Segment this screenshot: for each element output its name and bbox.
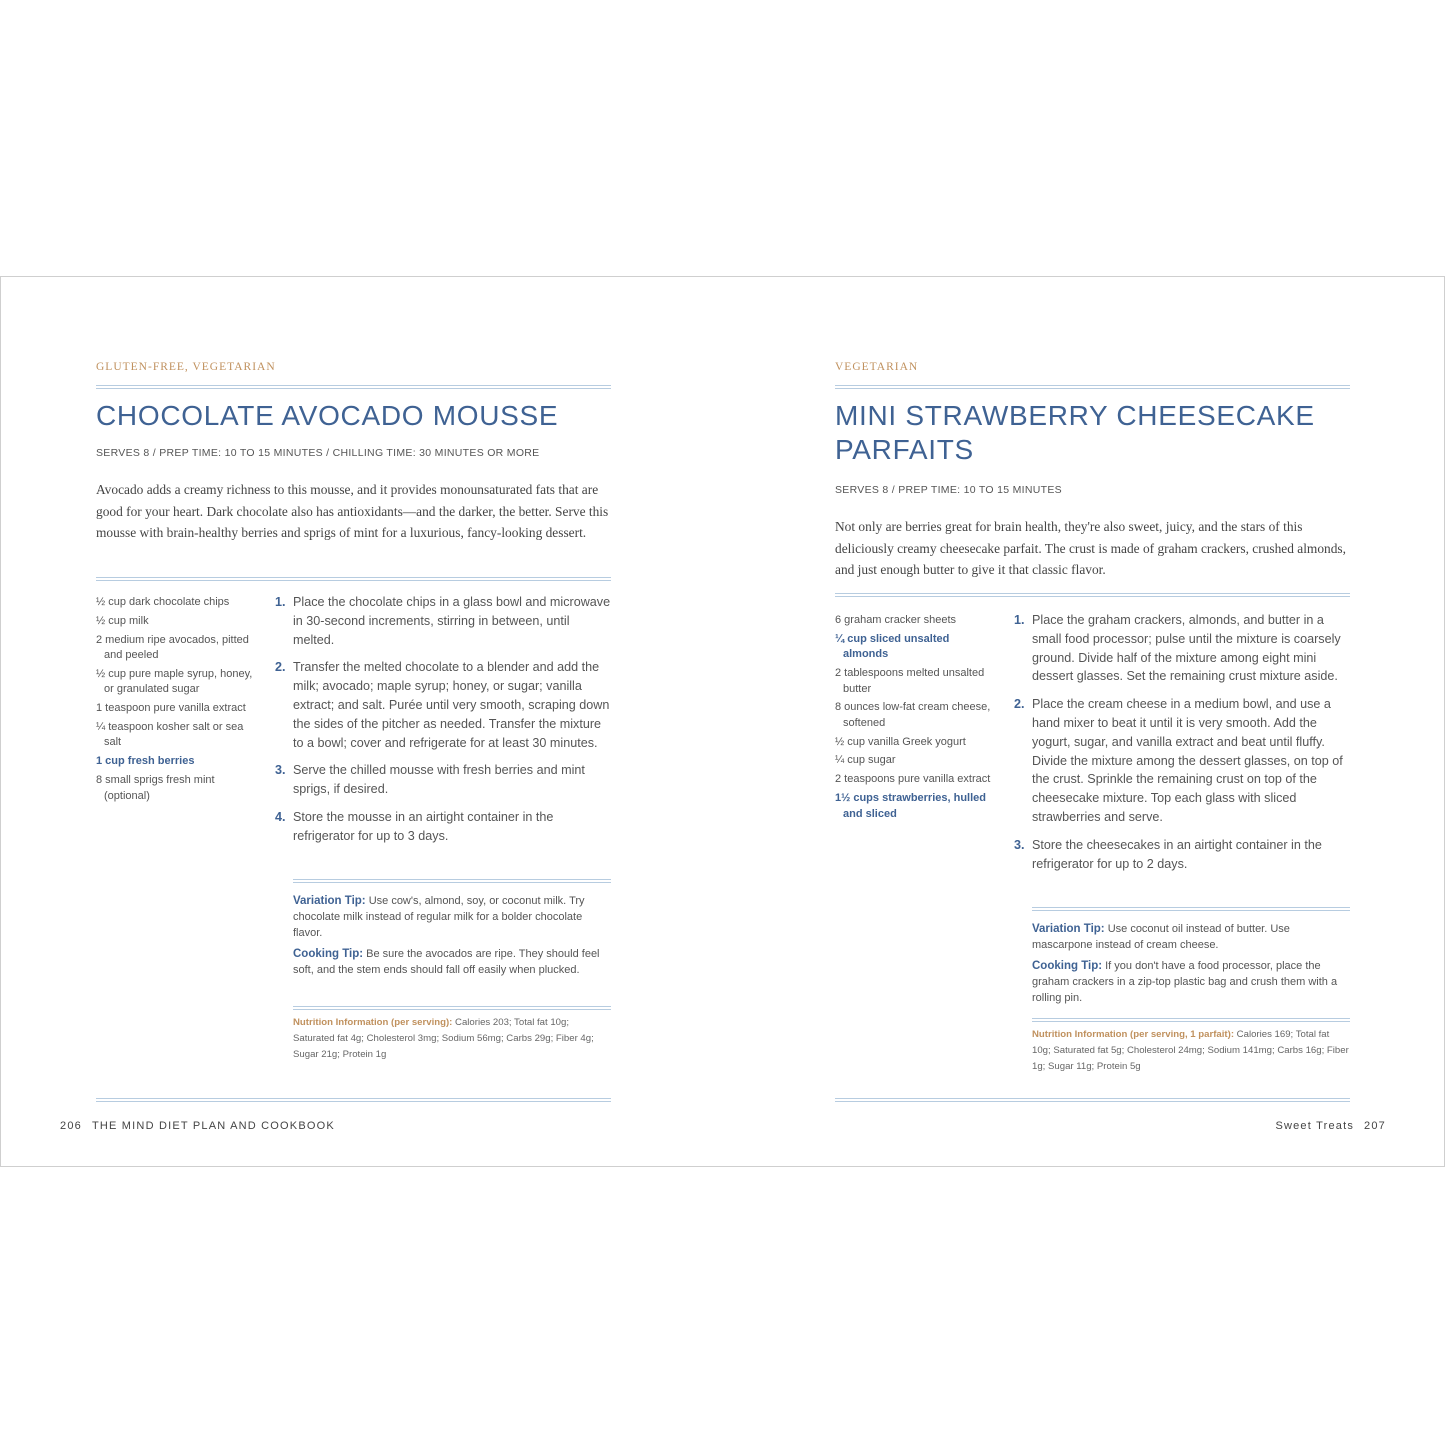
ingredient-highlight: 1½ cups strawberries, hulled and sliced <box>835 792 987 820</box>
page-number: 206 <box>60 1120 82 1132</box>
left-page <box>96 277 611 1166</box>
footer-left <box>60 1120 335 1132</box>
ingredient-list <box>96 595 256 807</box>
rule <box>96 577 611 581</box>
ingredient: ½ cup vanilla Greek yogurt <box>835 735 966 748</box>
step-number: 2. <box>275 660 286 675</box>
step <box>1014 611 1350 686</box>
ingredient: ¼ cup sugar <box>835 754 896 767</box>
rule <box>835 385 1350 389</box>
step-list <box>1014 611 1350 882</box>
book-title: THE MIND DIET PLAN AND COOKBOOK <box>91 1120 335 1132</box>
step-number: 3. <box>275 763 286 778</box>
serves-info: SERVES 8 / PREP TIME: 10 TO 15 MINUTES <box>835 484 1062 496</box>
rule <box>96 385 611 389</box>
right-page <box>835 277 1350 1166</box>
variation-tip-text: Use cow's, almond, soy, or coconut milk. Try chocolate milk instead of regular milk for a bolder chocolate flavor. <box>293 895 585 939</box>
rule <box>1032 1018 1350 1022</box>
step-list <box>275 593 611 855</box>
step <box>1014 695 1350 827</box>
step-number: 3. <box>1014 837 1025 852</box>
step <box>275 658 611 752</box>
tips-box <box>1032 921 1350 1011</box>
step-text: Store the mousse in an airtight container in the refrigerator for up to 3 days. <box>293 809 554 843</box>
step-number: 4. <box>275 809 286 824</box>
rule <box>835 1098 1350 1102</box>
step <box>275 761 611 799</box>
page-number: 207 <box>1364 1120 1386 1132</box>
ingredient: 2 medium ripe avocados, pitted and peeled <box>96 633 249 662</box>
rule <box>835 593 1350 597</box>
step-number: 1. <box>275 595 286 609</box>
ingredient: 8 small sprigs fresh mint (optional) <box>96 774 215 802</box>
step <box>275 593 611 649</box>
book-spread <box>0 276 1445 1167</box>
ingredient: 2 teaspoons pure vanilla extract <box>835 773 991 786</box>
ingredient-highlight: 1 cup fresh berries <box>96 755 195 768</box>
ingredient: ¼ teaspoon kosher salt or sea salt <box>96 720 244 749</box>
variation-tip <box>1032 921 1350 953</box>
nutrition-text: Calories 169; Total fat 10g; Saturated fat 5g; Cholesterol 24mg; Sodium 141mg; Carbs 16g; Fiber 1g; Sugar 11g; Protein 5g <box>1032 1029 1349 1072</box>
rule <box>293 879 611 883</box>
step-text: Serve the chilled mousse with fresh berries and mint sprigs, if desired. <box>293 763 585 797</box>
step-number: 2. <box>1014 697 1025 712</box>
ingredient: ½ cup milk <box>96 614 149 627</box>
recipe-category: VEGETARIAN <box>835 361 919 373</box>
rule <box>1032 907 1350 911</box>
recipe-title: MINI STRAWBERRY CHEESECAKE PARFAITS <box>835 400 1315 465</box>
variation-tip-label: Variation Tip: <box>1032 923 1105 935</box>
nutrition-label: Nutrition Information (per serving, 1 parfait): <box>1032 1029 1235 1040</box>
recipe-title: CHOCOLATE AVOCADO MOUSSE <box>96 400 559 431</box>
ingredient: ½ cup pure maple syrup, honey, or granulated sugar <box>96 667 253 696</box>
tips-box <box>293 893 611 983</box>
variation-tip-text: Use coconut oil instead of butter. Use mascarpone instead of cream cheese. <box>1032 923 1290 951</box>
cooking-tip <box>1032 958 1350 1006</box>
section-title: Sweet Treats <box>1275 1120 1355 1132</box>
recipe-intro: Not only are berries great for brain health, they're also sweet, juicy, and the stars of this deliciously creamy cheesecake parfait. The crust is made of graham crackers, crushed almonds, and just enough butter to give it that classic flavor. <box>835 519 1346 577</box>
step <box>1014 836 1350 874</box>
variation-tip <box>293 893 611 941</box>
ingredient-list <box>835 613 995 825</box>
step-text: Place the cream cheese in a medium bowl, and use a hand mixer to beat it until it is very smooth. Add the yogurt, sugar, and vanilla extract and beat until fluffy. Divide the mixture among the dessert glasses, on top of the crust. Sprinkle the remaining crust on top of the cheesecake mixture. Top each glass with sliced strawberries and serve. <box>1032 697 1343 824</box>
ingredient: 1 teaspoon pure vanilla extract <box>96 702 246 715</box>
step-number: 1. <box>1014 613 1025 627</box>
rule <box>293 1006 611 1010</box>
cooking-tip-text: Be sure the avocados are ripe. They should feel soft, and the stem ends should fall off easily when plucked. <box>293 948 600 976</box>
recipe-intro: Avocado adds a creamy richness to this mousse, and it provides monounsaturated fats that are good for your heart. Dark chocolate also has antioxidants—and the darker, the better. Serve this mousse with brain-healthy berries and sprigs of mint for a luxurious, fancy-looking dessert. <box>96 482 609 540</box>
step-text: Transfer the melted chocolate to a blender and add the milk; avocado; maple syrup; honey, or sugar; vanilla extract; and salt. Purée until very smooth, scraping down the sides of the pitcher as needed. Transfer the mixture to a bowl; cover and refrigerate for at least 30 minutes. <box>293 660 610 750</box>
step-text: Place the chocolate chips in a glass bowl and microwave in 30-second increments, stirring in between, until melted. <box>293 595 611 647</box>
step-text: Place the graham crackers, almonds, and butter in a small food processor; pulse until the mixture is coarsely ground. Divide half of the mixture among eight mini dessert glasses. Set the remaining crust mixture aside. <box>1032 613 1341 684</box>
nutrition-label: Nutrition Information (per serving): <box>293 1017 453 1028</box>
step-text: Store the cheesecakes in an airtight container in the refrigerator for up to 2 days. <box>1032 837 1322 871</box>
cooking-tip <box>293 946 611 978</box>
nutrition-info <box>1032 1027 1350 1075</box>
step <box>275 808 611 846</box>
nutrition-info <box>293 1015 611 1063</box>
ingredient: 8 ounces low-fat cream cheese, softened <box>835 701 991 729</box>
ingredient: ½ cup dark chocolate chips <box>96 596 230 608</box>
footer-right <box>1275 1120 1386 1132</box>
recipe-category: GLUTEN-FREE, VEGETARIAN <box>96 361 276 373</box>
ingredient: 6 graham cracker sheets <box>835 614 957 626</box>
cooking-tip-label: Cooking Tip: <box>293 948 364 960</box>
serves-info: SERVES 8 / PREP TIME: 10 TO 15 MINUTES / CHILLING TIME: 30 MINUTES OR MORE <box>96 447 540 459</box>
nutrition-text: Calories 203; Total fat 10g; Saturated fat 4g; Cholesterol 3mg; Sodium 56mg; Carbs 29g; Fiber 4g; Sugar 21g; Protein 1g <box>293 1017 594 1060</box>
variation-tip-label: Variation Tip: <box>293 895 366 907</box>
ingredient: 2 tablespoons melted unsalted butter <box>835 667 985 695</box>
rule <box>96 1098 611 1102</box>
cooking-tip-text: If you don't have a food processor, place the graham crackers in a zip-top plastic bag and crush them with a rolling pin. <box>1032 960 1338 1004</box>
cooking-tip-label: Cooking Tip: <box>1032 960 1103 972</box>
ingredient-highlight: ¼ cup sliced unsalted almonds <box>835 632 950 661</box>
